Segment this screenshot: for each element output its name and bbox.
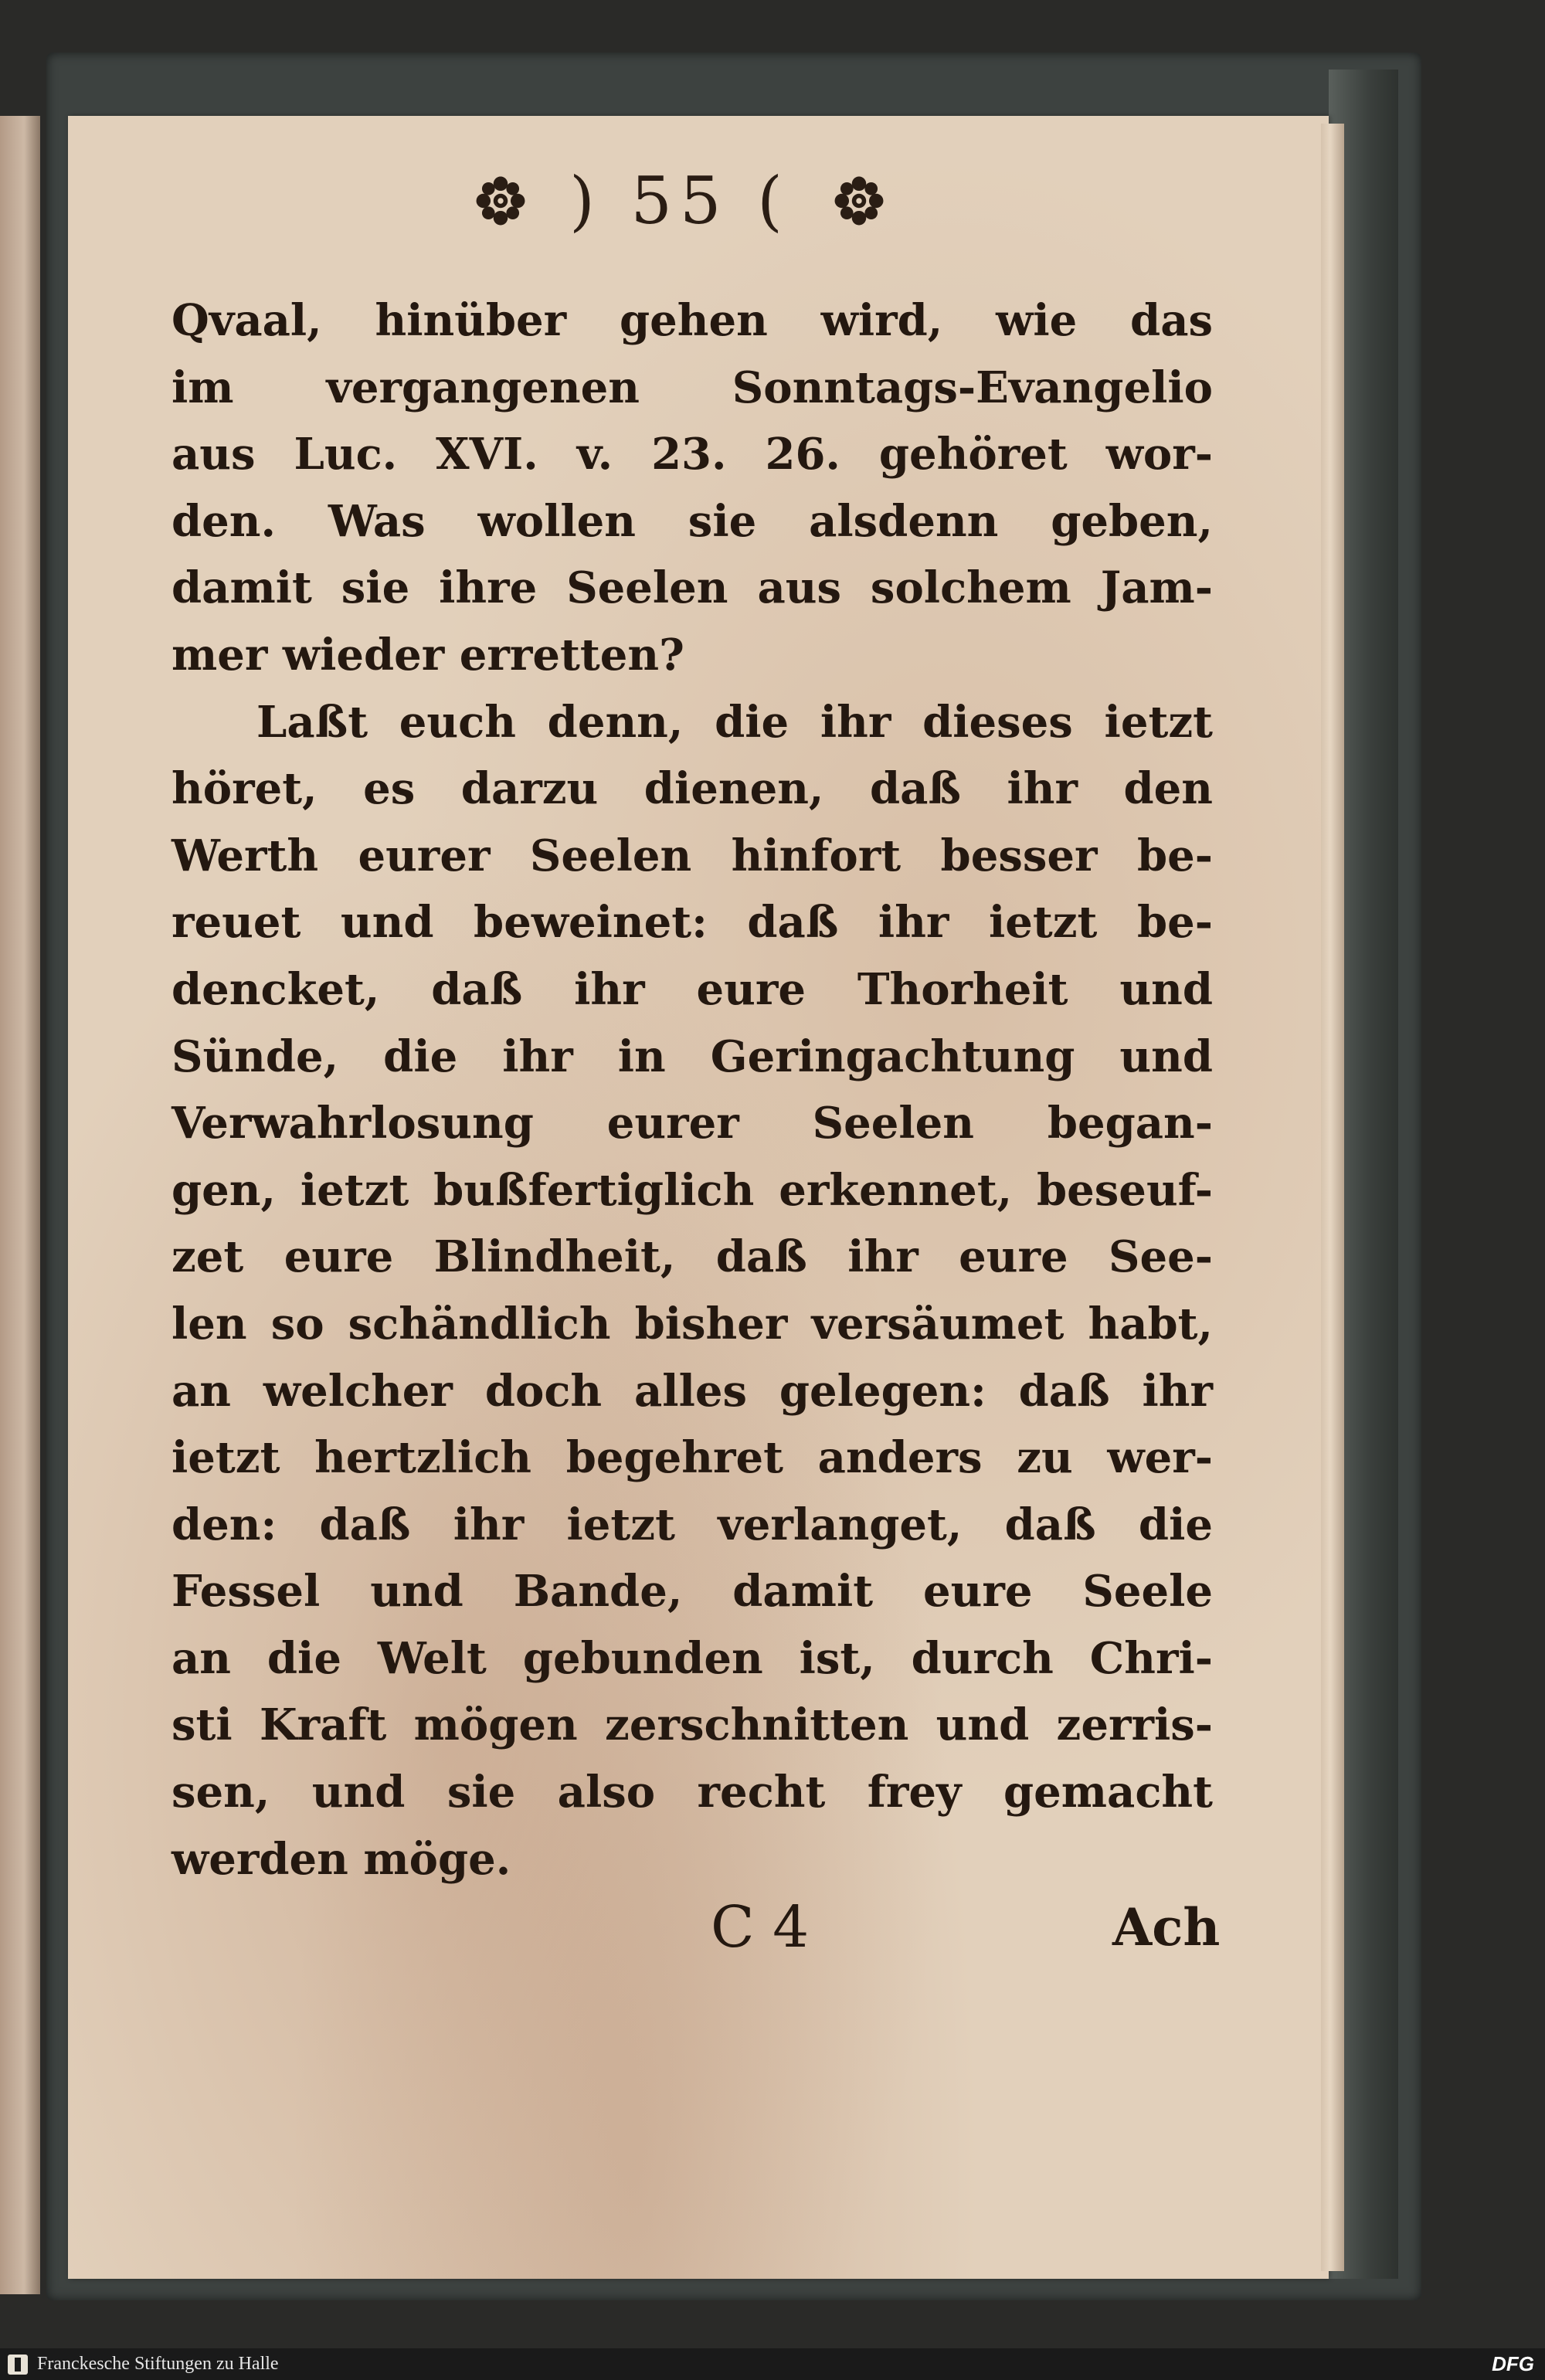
text-line: an die Welt gebunden ist, durch Chri- [171,1632,1213,1684]
running-header [433,154,927,247]
text-line: Laßt euch denn, die ihr dieses ietzt [256,696,1213,748]
facing-page-edge [0,116,40,2294]
body-text [171,287,1213,1893]
text-line: damit sie ihre Seelen aus solchem Jam- [171,562,1213,614]
signature-mark: C 4 [711,1894,810,1961]
text-line: Werth eurer Seelen hinfort besser be- [171,830,1213,881]
institution-logo-icon [8,2355,28,2375]
text-line: gen, ietzt bußfertiglich erkennet, beseuf- [171,1164,1213,1216]
text-line: aus Luc. XVI. v. 23. 26. gehöret wor- [171,429,1213,480]
text-line: im vergangenen Sonntags-Evangelio [171,362,1213,413]
page-number: ) 55 ( [569,163,790,239]
text-line: Verwahrlosung eurer Seelen began- [171,1098,1213,1149]
dfg-logo: DFG [1492,2352,1534,2375]
text-line: Qvaal, hinüber gehen wird, wie das [171,295,1213,346]
text-line: Sünde, die ihr in Geringachtung und [171,1030,1213,1082]
text-line: mer wieder erretten? [171,629,684,681]
text-line: werden möge. [171,1833,511,1885]
institution-name: Franckesche Stiftungen zu Halle [37,2354,279,2374]
text-line: an welcher doch alles gelegen: daß ihr [171,1365,1213,1417]
text-line: ietzt hertzlich begehret anders zu wer- [171,1432,1213,1484]
text-line: sen, und sie also recht frey gemacht [171,1767,1213,1818]
catchword: Ach [1112,1897,1221,1957]
text-line: Fessel und Bande, damit eure Seele [171,1566,1213,1618]
page-gutter [1321,124,1344,2271]
text-line: zet eure Blindheit, daß ihr eure See- [171,1231,1213,1283]
text-line: den. Was wollen sie alsdenn geben, [171,495,1213,547]
text-line: reuet und beweinet: daß ihr ietzt be- [171,897,1213,949]
text-line: höret, es darzu dienen, daß ihr den [171,763,1213,815]
footer-bar [0,2348,1545,2380]
flower-ornament-icon [830,172,888,229]
text-line: dencket, daß ihr eure Thorheit und [171,963,1213,1015]
text-line: sti Kraft mögen zerschnitten und zerris- [171,1699,1213,1751]
text-line: den: daß ihr ietzt verlanget, daß die [171,1499,1213,1550]
flower-ornament-icon [472,172,529,229]
text-line: len so schändlich bisher versäumet habt, [171,1298,1213,1350]
